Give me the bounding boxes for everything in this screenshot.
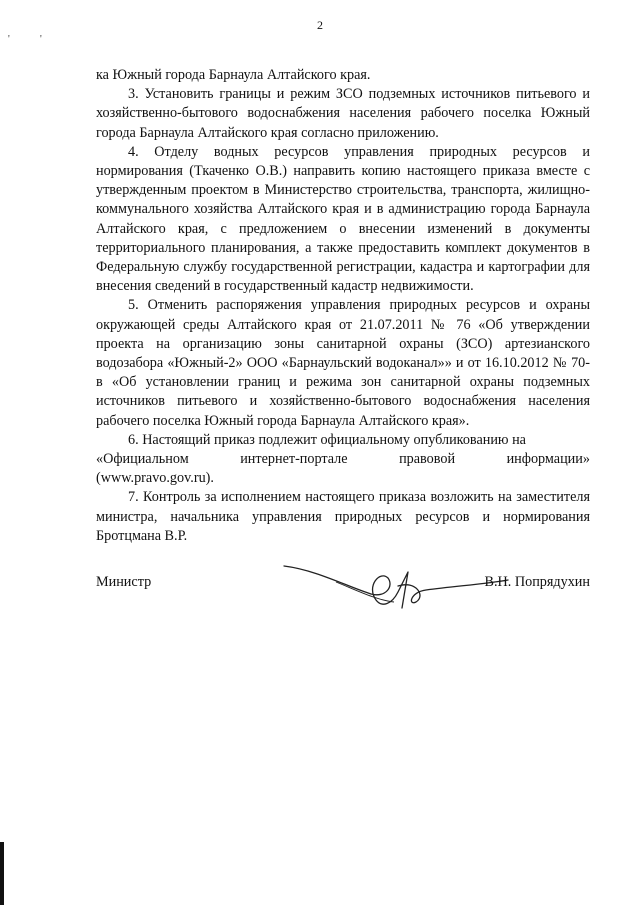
handwritten-signature bbox=[276, 556, 516, 616]
paragraph-5: 5. Отменить распоряжения управления природных ресурсов и охраны окружающей среды Алтайского края от 21.07.2011 № 76 «Об утверждении проекта на организацию зоны санитарной охраны (ЗСО) артезианского водозабора «Южный-2» ООО «Барнаульский водоканал»» и от 16.10.2012 № 70-в «Об установлении границ и режима зон санитарной охраны подземных источников питьевого и хозяйственно-бытового водоснабжения населения рабочего поселка Южный города Барнаула Алтайского края». bbox=[96, 297, 590, 429]
signature-block bbox=[96, 556, 590, 616]
paragraph-7: 7. Контроль за исполнением настоящего приказа возложить на заместителя министра, начальника управления природных ресурсов и нормирования Бротцмана В.Р. bbox=[96, 489, 590, 544]
spread-word: «Официальном bbox=[96, 451, 189, 468]
paragraph-3: 3. Установить границы и режим ЗСО подземных источников питьевого и хозяйственно-бытового водоснабжения населения рабочего поселка Южный города Барнаула Алтайского края согласно приложению. bbox=[96, 86, 590, 141]
paragraph-6: 6. Настоящий приказ подлежит официальному опубликованию на bbox=[128, 431, 526, 448]
paragraph-6-url: (www.pravo.gov.ru). bbox=[96, 470, 214, 487]
signatory-title: Министр bbox=[96, 574, 152, 590]
paragraph-4: 4. Отделу водных ресурсов управления природных ресурсов и нормирования (Ткаченко О.В.) направить копию настоящего приказа вместе с утвержденным проектом в Министерство строительства, транспорта, жилищно-коммунального хозяйства Алтайского края и в администрацию города Барнаула Алтайского края, с предложением о внесении изменений в документы территориального планирования, а также предоставить комплект документов в Федеральную службу государственной регистрации, кадастра и картографии для внесения сведений в государственный кадастр недвижимости. bbox=[96, 143, 590, 295]
scan-dot-right: ' bbox=[40, 34, 42, 45]
scan-edge-bar bbox=[0, 842, 4, 905]
document-body bbox=[96, 66, 590, 546]
spread-word: информации» bbox=[506, 451, 590, 468]
spread-word: правовой bbox=[399, 451, 456, 468]
spread-word: интернет-портале bbox=[240, 451, 348, 468]
signatory-name: В.Н. Попрядухин bbox=[484, 574, 590, 590]
paragraph-continuation: ка Южный города Барнаула Алтайского края. bbox=[96, 67, 371, 83]
scan-dot-left: ' bbox=[8, 34, 10, 45]
paragraph-6-spread-line bbox=[96, 450, 590, 469]
page-number: 2 bbox=[317, 18, 323, 32]
